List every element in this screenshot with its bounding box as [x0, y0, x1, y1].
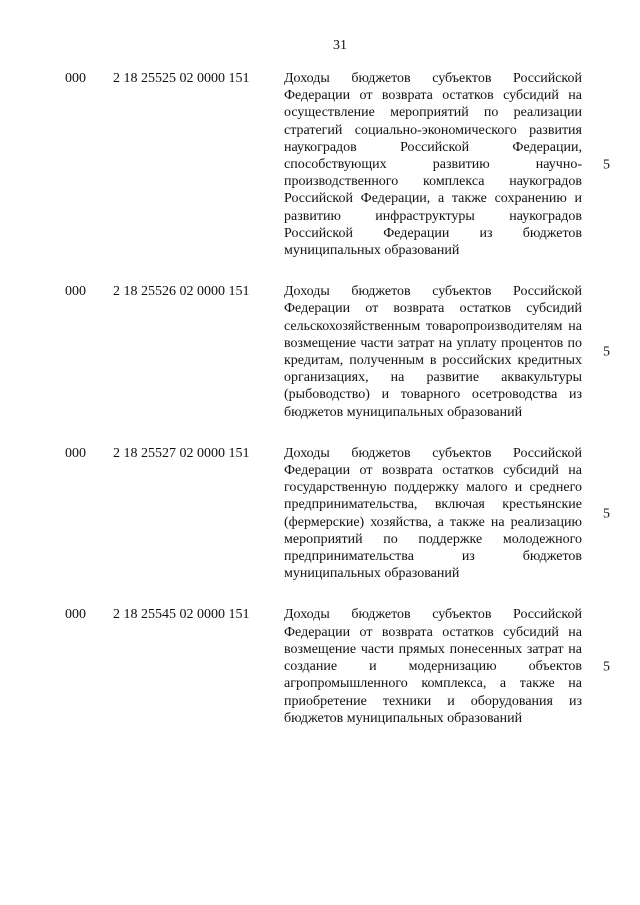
revenue-description: Доходы бюджетов субъектов Российской Федерации от возврата остатков субсидий сельскохозяйственным товаропроизводителям на возмещение части затрат на уплату процентов по кредитам, полученным в российских кредитных организациях, на развитие аквакультуры (рыбоводство) и товарного осетроводства из бюджетов муниципальных образований	[284, 284, 582, 420]
norm-percent: 5	[603, 659, 610, 675]
kbk-code: 2 18 25526 02 0000 151	[113, 284, 250, 300]
admin-code: 000	[65, 71, 86, 86]
kbk-code: 2 18 25545 02 0000 151	[113, 607, 250, 623]
revenue-description: Доходы бюджетов субъектов Российской Федерации от возврата остатков субсидий на государственную поддержку малого и среднего предпринимательства, включая крестьянские (фермерские) хозяйства, а также на реализацию мероприятий по поддержке молодежного предпринимательства из бюджетов муниципальных образований	[284, 445, 582, 582]
table-row	[0, 70, 640, 259]
admin-code: 000	[65, 607, 86, 623]
table-row	[0, 606, 640, 726]
norm-percent: 5	[603, 344, 610, 360]
table-row	[0, 445, 640, 583]
norm-percent: 5	[603, 157, 610, 173]
page-number: 31	[333, 38, 347, 53]
kbk-code: 2 18 25525 02 0000 151	[113, 71, 250, 86]
revenue-description: Доходы бюджетов субъектов Российской Федерации от возврата остатков субсидий на возмещение части прямых понесенных затрат на создание и модернизацию объектов агропромышленного комплекса, а также на приобретение техники и оборудования из бюджетов муниципальных образований	[284, 607, 582, 726]
revenue-table	[0, 70, 640, 751]
table-row	[0, 283, 640, 421]
admin-code: 000	[65, 445, 86, 461]
norm-percent: 5	[603, 506, 610, 522]
kbk-code: 2 18 25527 02 0000 151	[113, 445, 250, 461]
admin-code: 000	[65, 284, 86, 300]
revenue-description: Доходы бюджетов субъектов Российской Федерации от возврата остатков субсидий на осуществление мероприятий по реализации стратегий социально-экономического развития наукоградов Российской Федерации, способствующих развитию научно-производственного комплекса наукоградов Российской Федерации, а также сохранению и развитию инфраструктуры наукоградов Российской Федерации из бюджетов муниципальных образований	[284, 71, 582, 259]
